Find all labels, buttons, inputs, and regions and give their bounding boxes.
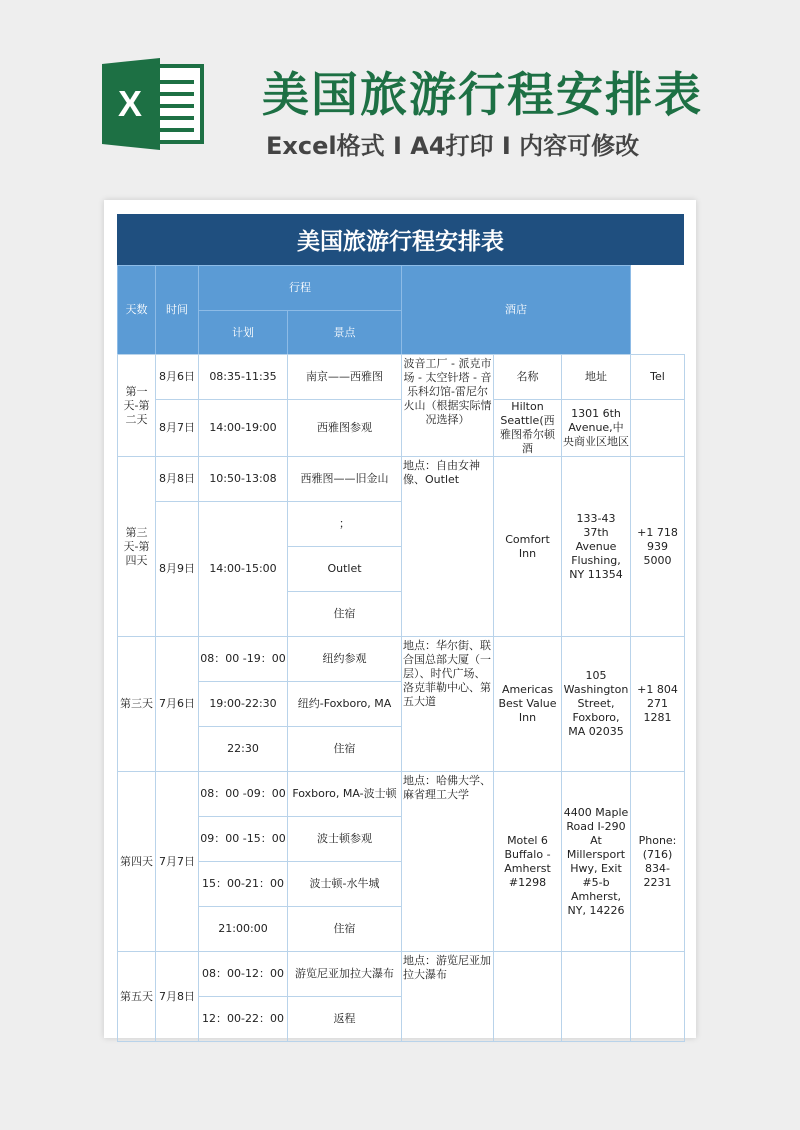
plan-cell: 住宿 [288,727,402,772]
hotel-address-cell: 1301 6th Avenue,中央商业区地区 [562,400,631,457]
hotel-tel-cell: +1 804 271 1281 [631,637,685,772]
time-cell: 15：00-21：00 [199,862,288,907]
time-cell: 10:50-13:08 [199,457,288,502]
plan-cell: 纽约-Foxboro, MA [288,682,402,727]
time-cell: 08：00 -09：00 [199,772,288,817]
sights-cell: 地点：游览尼亚加拉大瀑布 [402,952,494,1042]
days-cell: 第三天 [118,637,156,772]
time-cell: 14:00-15:00 [199,502,288,637]
date-cell: 8月8日 [156,457,199,502]
hotel-name-cell: Comfort Inn [494,457,562,637]
time-cell: 19:00-22:30 [199,682,288,727]
time-cell: 14:00-19:00 [199,400,288,457]
hotel-tel-label: Tel [631,355,685,400]
hotel-address-cell: 133-43 37th Avenue Flushing, NY 11354 [562,457,631,637]
excel-icon-letter: X [117,83,143,124]
header-sights: 景点 [288,311,402,355]
hotel-name-cell: Americas Best Value Inn [494,637,562,772]
banner [0,0,800,180]
plan-cell: 波士顿参观 [288,817,402,862]
hotel-address-label: 地址 [562,355,631,400]
plan-cell: 南京——西雅图 [288,355,402,400]
plan-cell: 波士顿-水牛城 [288,862,402,907]
header-hotel: 酒店 [402,266,631,355]
hotel-name-cell [494,952,562,1042]
hotel-tel-cell [631,400,685,457]
time-cell: 08：00-12：00 [199,952,288,997]
time-cell: 08:35-11:35 [199,355,288,400]
sights-cell: 地点：华尔街、联合国总部大厦（一层）、时代广场、洛克菲勒中心、第五大道 [402,637,494,772]
time-cell: 09：00 -15：00 [199,817,288,862]
hotel-name-cell: Hilton Seattle(西雅图希尔顿酒 [494,400,562,457]
banner-title: 美国旅游行程安排表 [262,68,703,123]
plan-cell: 西雅图——旧金山 [288,457,402,502]
days-cell: 第四天 [118,772,156,952]
header-itinerary: 行程 [199,266,402,311]
itinerary-table [117,265,685,355]
plan-cell: 住宿 [288,907,402,952]
time-cell: 12：00-22：00 [199,997,288,1042]
days-cell: 第三天-第四天 [118,457,156,637]
date-cell: 7月6日 [156,637,199,772]
plan-cell: Foxboro, MA-波士顿 [288,772,402,817]
header-days: 天数 [118,266,156,355]
sights-cell: 波音工厂 - 派克市场 - 太空针塔 - 音乐科幻馆-雷尼尔火山（根据实际情况选择） [402,355,494,457]
hotel-address-cell: 4400 Maple Road I-290 At Millersport Hwy, Exit #5-b Amherst, NY, 14226 [562,772,631,952]
date-cell: 8月6日 [156,355,199,400]
plan-cell: Outlet [288,547,402,592]
date-cell: 7月8日 [156,952,199,1042]
plan-cell: 游览尼亚加拉大瀑布 [288,952,402,997]
days-cell: 第一天-第二天 [118,355,156,457]
itinerary-body [117,354,685,1042]
hotel-tel-cell: +1 718 939 5000 [631,457,685,637]
days-cell: 第五天 [118,952,156,1042]
header-time: 时间 [156,266,199,355]
date-cell: 8月9日 [156,502,199,637]
sights-cell: 地点：哈佛大学、麻省理工大学 [402,772,494,952]
plan-cell: ； [288,502,402,547]
plan-cell: 住宿 [288,592,402,637]
hotel-name-label: 名称 [494,355,562,400]
time-cell: 21:00:00 [199,907,288,952]
sights-cell: 地点：自由女神像、Outlet [402,457,494,637]
hotel-address-cell: 105 Washington Street, Foxboro, MA 02035 [562,637,631,772]
hotel-name-cell: Motel 6 Buffalo - Amherst #1298 [494,772,562,952]
banner-subtitle: Excel格式 I A4打印 I 内容可修改 [266,132,640,160]
time-cell: 22:30 [199,727,288,772]
time-cell: 08：00 -19：00 [199,637,288,682]
plan-cell: 西雅图参观 [288,400,402,457]
excel-icon [102,58,206,150]
plan-cell: 返程 [288,997,402,1042]
hotel-tel-cell: Phone: (716) 834-2231 [631,772,685,952]
date-cell: 7月7日 [156,772,199,952]
sheet-title: 美国旅游行程安排表 [117,214,684,265]
plan-cell: 纽约参观 [288,637,402,682]
hotel-tel-cell [631,952,685,1042]
header-plan: 计划 [199,311,288,355]
date-cell: 8月7日 [156,400,199,457]
hotel-address-cell [562,952,631,1042]
